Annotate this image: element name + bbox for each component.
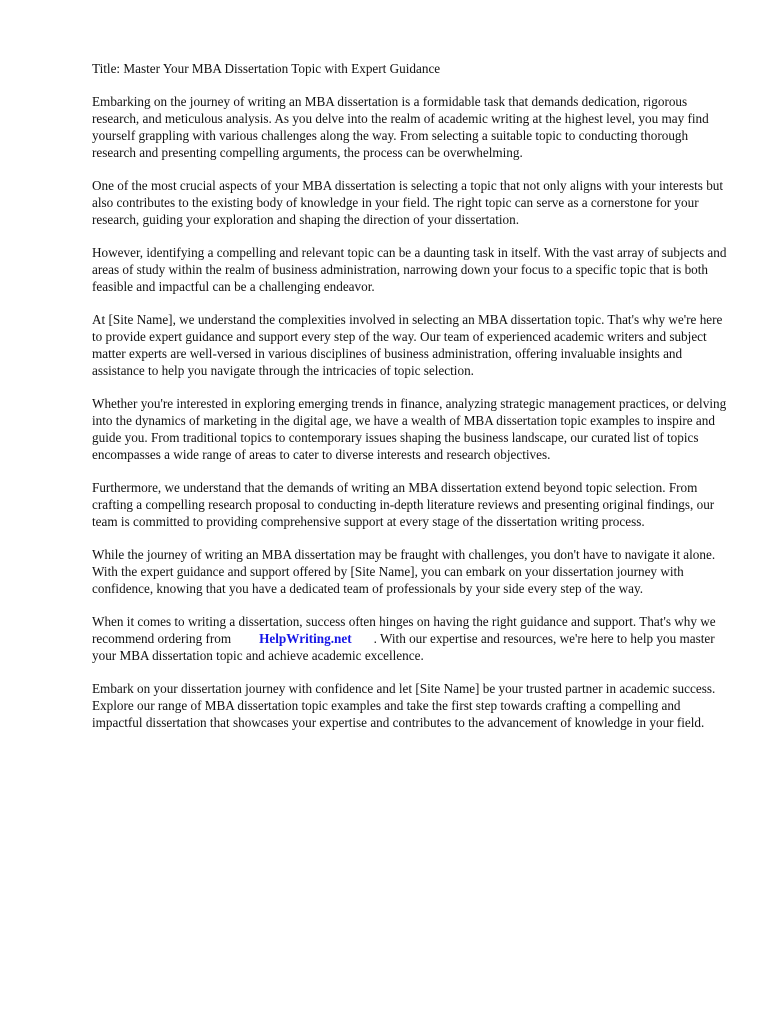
paragraph-beyond-selection: Furthermore, we understand that the demands of writing an MBA dissertation extend beyond topic selection. From crafting a compelling research proposal to conducting in-depth literature reviews and presenting original findings, our team is committed to providing comprehensive support at every stage of the dissertation writing process.: [92, 480, 715, 529]
paragraph-site-support: At [Site Name], we understand the complexities involved in selecting an MBA dissertation topic. That's why we're here to provide expert guidance and support every step of the way. Our team of experienced academic writers and subject matter experts are well-versed in various disciplines of business administration, offering invaluable insights and assistance to help you navigate through the intricacies of topic selection.: [92, 312, 723, 378]
paragraph-recommendation: [92, 613, 727, 664]
paragraph-intro: Embarking on the journey of writing an MBA dissertation is a formidable task that demands dedication, rigorous research, and meticulous analysis. As you delve into the realm of academic writing at the highest level, you may find yourself grappling with various challenges along the way. From selecting a suitable topic to conducting thorough research and presenting compelling arguments, the process can be overwhelming.: [92, 94, 709, 160]
paragraph-topic-importance: One of the most crucial aspects of your MBA dissertation is selecting a topic that not only aligns with your interests but also contributes to the existing body of knowledge in your field. The right topic can serve as a cornerstone for your research, guiding your exploration and shaping the direction of your dissertation.: [92, 178, 724, 227]
recommendation-text-before: When it comes to writing a dissertation, success often hinges on having the right guidance and support. That's why we recommend ordering from: [92, 614, 716, 646]
paragraph-topic-difficulty: However, identifying a compelling and relevant topic can be a daunting task in itself. With the vast array of subjects and areas of study within the realm of business administration, narrowing down your focus to a specific topic that is both feasible and impactful can be a challenging endeavor.: [92, 245, 727, 294]
document-title: Title: Master Your MBA Dissertation Topic with Expert Guidance: [92, 61, 441, 76]
paragraph-not-alone: While the journey of writing an MBA dissertation may be fraught with challenges, you don't have to navigate it alone. With the expert guidance and support offered by [Site Name], you can embark on your dissertation journey with confidence, knowing that you have a dedicated team of professionals by your side every step of the way.: [92, 547, 716, 596]
paragraph-closing: Embark on your dissertation journey with confidence and let [Site Name] be your trusted partner in academic success. Explore our range of MBA dissertation topic examples and take the first step towards crafting a compelling and impactful dissertation that showcases your expertise and contributes to the advancement of knowledge in your field.: [92, 681, 716, 730]
paragraph-topic-examples: Whether you're interested in exploring emerging trends in finance, analyzing strategic management practices, or delving into the dynamics of marketing in the digital age, we have a wealth of MBA dissertation topic examples to inspire and guide you. From traditional topics to contemporary issues shaping the business landscape, our curated list of topics encompasses a wide range of areas to cater to diverse interests and research objectives.: [92, 396, 727, 462]
recommendation-text-after: . With our expertise and resources, we're here to help you master your MBA dissertation topic and achieve academic excellence.: [92, 631, 715, 663]
document-body: [92, 60, 727, 747]
helpwriting-link[interactable]: HelpWriting.net: [259, 631, 352, 646]
